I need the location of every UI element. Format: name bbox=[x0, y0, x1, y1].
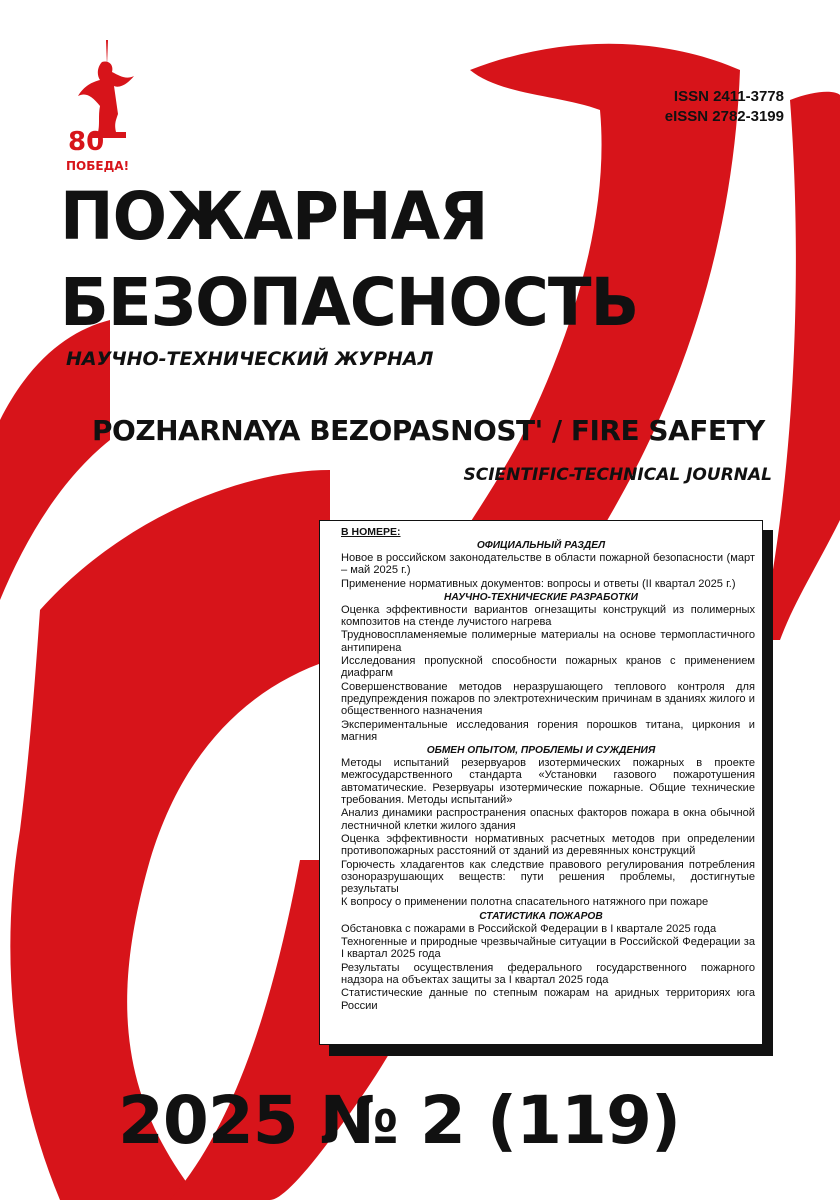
toc-item[interactable]: Трудновоспламеняемые полимерные материалы на основе термопластичного антипирена bbox=[341, 629, 755, 654]
toc-section-official bbox=[325, 539, 757, 590]
toc-section-title: ОБМЕН ОПЫТОМ, ПРОБЛЕМЫ И СУЖДЕНИЯ bbox=[426, 745, 656, 757]
toc-item[interactable]: Совершенствование методов неразрушающего теплового контроля для предупреждения пожаров по электротехническим причинам в зданиях жилого и общественного назначения bbox=[341, 680, 755, 718]
toc-item[interactable]: Обстановка с пожарами в Российской Федерации в I квартале 2025 года bbox=[341, 922, 717, 935]
toc-section-research bbox=[325, 591, 757, 743]
emblem-word: ПОБЕДА! bbox=[66, 159, 130, 173]
table-of-contents bbox=[319, 520, 763, 1045]
toc-item[interactable]: Исследования пропускной способности пожарных кранов с применением диафрагм bbox=[341, 655, 755, 680]
issn-print: ISSN 2411-3778 bbox=[673, 88, 784, 105]
toc-section-title: ОФИЦИАЛЬНЫЙ РАЗДЕЛ bbox=[476, 540, 606, 551]
toc-heading: В НОМЕРЕ: bbox=[341, 526, 401, 538]
toc-item[interactable]: Оценка эффективности вариантов огнезащиты конструкций из полимерных композитов на стенде лучистого нагрева bbox=[341, 603, 755, 629]
toc-item[interactable]: Новое в российском законодательстве в области пожарной безопасности (март – май 2025 г.) bbox=[341, 552, 755, 577]
toc-item[interactable]: Экспериментальные исследования горения порошков титана, циркония и магния bbox=[341, 718, 755, 743]
toc-item[interactable]: Методы испытаний резервуаров изотермических пожарных в проекте межгосударственного стандарта «Установки газового пожаротушения автоматические. Резервуары изотермические пожарные. Общие технические требования. Методы испытаний» bbox=[341, 757, 755, 807]
journal-title-line1: ПОЖАРНАЯ bbox=[60, 178, 488, 255]
issn-electronic: eISSN 2782-3199 bbox=[664, 108, 784, 125]
victory-monument-icon bbox=[62, 36, 142, 176]
toc-item[interactable]: Горючесть хладагентов как следствие правового регулирования потребления озоноразрушающих веществ: пути решения проблемы, достигнутые результаты bbox=[341, 858, 755, 896]
toc-item[interactable]: Оценка эффективности нормативных расчетных методов при определении противопожарных расстояний от зданий из деревянных конструкций bbox=[341, 832, 755, 858]
journal-subtitle: НАУЧНО-ТЕХНИЧЕСКИЙ ЖУРНАЛ bbox=[66, 348, 434, 370]
toc-item[interactable]: Анализ динамики распространения опасных факторов пожара в окна обычной лестничной клетки жилого здания bbox=[341, 807, 755, 832]
emblem-number: 80 bbox=[68, 127, 105, 157]
toc-section-experience bbox=[325, 744, 757, 909]
toc-item[interactable]: Применение нормативных документов: вопросы и ответы (II квартал 2025 г.) bbox=[341, 577, 736, 590]
toc-section-title: СТАТИСТИКА ПОЖАРОВ bbox=[479, 910, 603, 922]
toc-item[interactable]: Статистические данные по степным пожарам на аридных территориях юга России bbox=[341, 987, 755, 1012]
toc-item[interactable]: Техногенные и природные чрезвычайные ситуации в Российской Федерации за I квартал 2025 года bbox=[341, 936, 755, 961]
journal-title-en: POZHARNAYA BEZOPASNOST' / FIRE SAFETY bbox=[92, 414, 765, 447]
issue-number: 2025 № 2 (119) bbox=[118, 1082, 681, 1159]
toc-section-title: НАУЧНО-ТЕХНИЧЕСКИЕ РАЗРАБОТКИ bbox=[444, 591, 638, 603]
toc-item[interactable]: К вопросу о применении полотна спасательного натяжного при пожаре bbox=[341, 896, 709, 909]
journal-title-line2: БЕЗОПАСНОСТЬ bbox=[60, 264, 639, 341]
toc-section-statistics bbox=[325, 910, 757, 1012]
journal-subtitle-en: SCIENTIFIC-TECHNICAL JOURNAL bbox=[463, 465, 772, 485]
toc-item[interactable]: Результаты осуществления федерального государственного пожарного надзора на объектах защиты за I квартал 2025 года bbox=[341, 961, 755, 986]
